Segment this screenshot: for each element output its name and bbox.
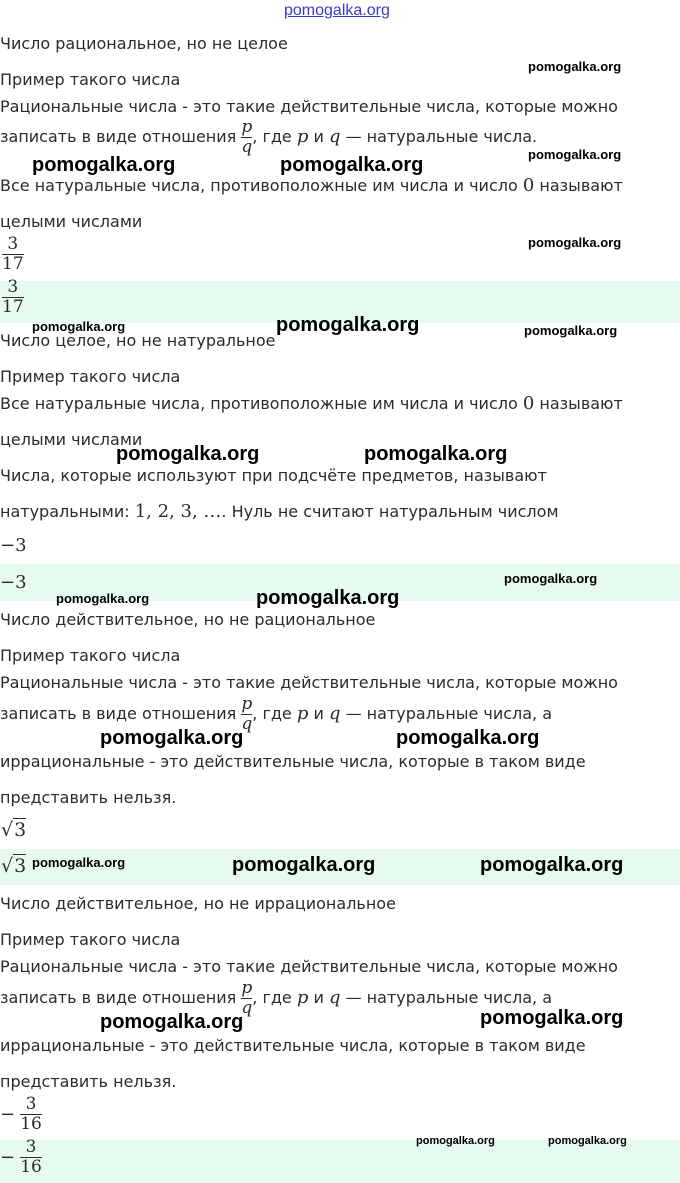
block-3-title: Число действительное, но не рациональное: [0, 610, 376, 629]
text-fragment: и: [313, 704, 324, 723]
fraction-numerator: p: [241, 694, 253, 714]
watermark: pomogalka.org: [100, 1011, 244, 1033]
text-fragment: — натуральные числа, а: [345, 704, 553, 723]
text-fragment: и: [313, 127, 324, 146]
watermark: pomogalka.org: [416, 1135, 495, 1147]
block-1-explain-line-2: [0, 119, 537, 156]
block-4-explain-line-3: иррациональные - это действительные числа, которые в таком виде: [0, 1036, 586, 1055]
fraction-numerator: 3: [25, 1094, 37, 1114]
text-fragment: записать в виде отношения: [0, 127, 237, 146]
watermark: pomogalka.org: [396, 727, 540, 749]
text-fragment: и: [313, 988, 324, 1007]
text-fragment: называют: [539, 394, 623, 413]
watermark: pomogalka.org: [56, 591, 150, 606]
fraction-denominator: q: [241, 998, 253, 1018]
block-4-answer-fraction: [0, 1139, 42, 1176]
block-3-answer-sqrt: [1, 855, 26, 877]
text-fragment: называют: [539, 176, 623, 195]
fraction-numerator: 3: [7, 277, 19, 297]
block-2-explain-line: [0, 393, 623, 414]
fraction-numerator: 3: [7, 234, 19, 254]
text-fragment: — натуральные числа.: [345, 127, 538, 146]
block-1-example-fraction: [2, 236, 24, 273]
watermark: pomogalka.org: [256, 587, 400, 609]
block-3-example-sqrt: [1, 819, 26, 841]
watermark: pomogalka.org: [524, 323, 618, 338]
p-over-q-fraction: [241, 119, 252, 156]
fraction-denominator: 16: [20, 1157, 42, 1177]
watermark: pomogalka.org: [280, 154, 424, 176]
block-2-answer-value: −3: [0, 572, 27, 593]
watermark: pomogalka.org: [32, 154, 176, 176]
watermark: pomogalka.org: [480, 1007, 624, 1029]
block-2-title: Число целое, но не натуральное: [0, 331, 276, 350]
text-fragment: , где: [252, 988, 292, 1007]
math-var-q: q: [328, 703, 341, 724]
block-1-example-label: Пример такого числа: [0, 70, 181, 89]
watermark: pomogalka.org: [276, 314, 420, 336]
watermark: pomogalka.org: [528, 147, 622, 162]
fraction-numerator: p: [241, 978, 253, 998]
sqrt-sign-icon: √: [1, 855, 14, 877]
fraction-numerator: 3: [25, 1137, 37, 1157]
block-3-explain-line: Рациональные числа - это такие действительные числа, которые можно: [0, 673, 618, 692]
text-fragment: натуральными:: [0, 502, 130, 521]
sqrt-radicand: 3: [14, 819, 27, 841]
watermark: pomogalka.org: [504, 571, 598, 586]
block-4-explain-line-4: представить нельзя.: [0, 1072, 177, 1091]
watermark: pomogalka.org: [284, 2, 390, 19]
watermark: pomogalka.org: [32, 319, 126, 334]
text-fragment: — натуральные числа, а: [345, 988, 553, 1007]
watermark: pomogalka.org: [548, 1135, 627, 1147]
block-3-explain-line-4: представить нельзя.: [0, 788, 177, 807]
math-naturals: 1, 2, 3, …: [134, 501, 222, 522]
watermark: pomogalka.org: [100, 727, 244, 749]
watermark: pomogalka.org: [528, 235, 622, 250]
text-fragment: . Нуль не считают натуральным числом: [221, 502, 559, 521]
fraction-numerator: p: [241, 117, 253, 137]
block-3-explain-line-3: иррациональные - это действительные числа, которые в таком виде: [0, 752, 586, 771]
math-var-p: p: [296, 126, 309, 147]
math-var-q: q: [328, 126, 341, 147]
block-1-answer-fraction: [2, 279, 24, 316]
math-minus: −: [0, 1147, 16, 1168]
block-2-example-value: −3: [0, 535, 27, 556]
watermark: pomogalka.org: [364, 443, 508, 465]
fraction: [20, 1139, 42, 1176]
text-fragment: записать в виде отношения: [0, 704, 237, 723]
fraction: [2, 236, 24, 273]
watermark: pomogalka.org: [32, 855, 126, 870]
math-var-p: p: [296, 987, 309, 1008]
fraction: [2, 279, 24, 316]
fraction-denominator: 17: [2, 297, 24, 317]
block-1-title: Число рациональное, но не целое: [0, 34, 288, 53]
text-fragment: , где: [252, 704, 292, 723]
math-var-p: p: [296, 703, 309, 724]
block-2-explain-line-4: [0, 501, 559, 522]
block-2-example-label: Пример такого числа: [0, 367, 181, 386]
watermark: pomogalka.org: [528, 59, 622, 74]
block-1-explain-line-4: целыми числами: [0, 212, 143, 231]
watermark: pomogalka.org: [232, 854, 376, 876]
math-minus: −: [0, 1104, 16, 1125]
sqrt-radicand: 3: [14, 855, 27, 877]
block-4-example-fraction: [0, 1096, 42, 1133]
fraction-denominator: 16: [20, 1114, 42, 1134]
sqrt-sign-icon: √: [1, 819, 14, 841]
fraction-denominator: 17: [2, 254, 24, 274]
text-fragment: записать в виде отношения: [0, 988, 237, 1007]
fraction: [20, 1096, 42, 1133]
math-zero: 0: [522, 393, 535, 414]
fraction-denominator: q: [241, 714, 253, 734]
block-4-explain-line-2: [0, 980, 552, 1017]
block-3-example-label: Пример такого числа: [0, 646, 181, 665]
math-zero: 0: [522, 175, 535, 196]
block-4-explain-line: Рациональные числа - это такие действительные числа, которые можно: [0, 957, 618, 976]
block-4-title: Число действительное, но не иррациональное: [0, 894, 396, 913]
block-1-explain-line: Рациональные числа - это такие действительные числа, которые можно: [0, 97, 618, 116]
block-4-example-label: Пример такого числа: [0, 930, 181, 949]
block-2-explain-line-2: целыми числами: [0, 430, 143, 449]
fraction-denominator: q: [241, 137, 253, 157]
text-fragment: , где: [252, 127, 292, 146]
math-var-q: q: [328, 987, 341, 1008]
text-fragment: Все натуральные числа, противоположные им числа и число: [0, 394, 518, 413]
watermark: pomogalka.org: [116, 443, 260, 465]
block-1-explain-line-3: [0, 175, 623, 196]
text-fragment: Все натуральные числа, противоположные им числа и число: [0, 176, 518, 195]
watermark: pomogalka.org: [480, 854, 624, 876]
block-2-explain-line-3: Числа, которые используют при подсчёте предметов, называют: [0, 466, 547, 485]
